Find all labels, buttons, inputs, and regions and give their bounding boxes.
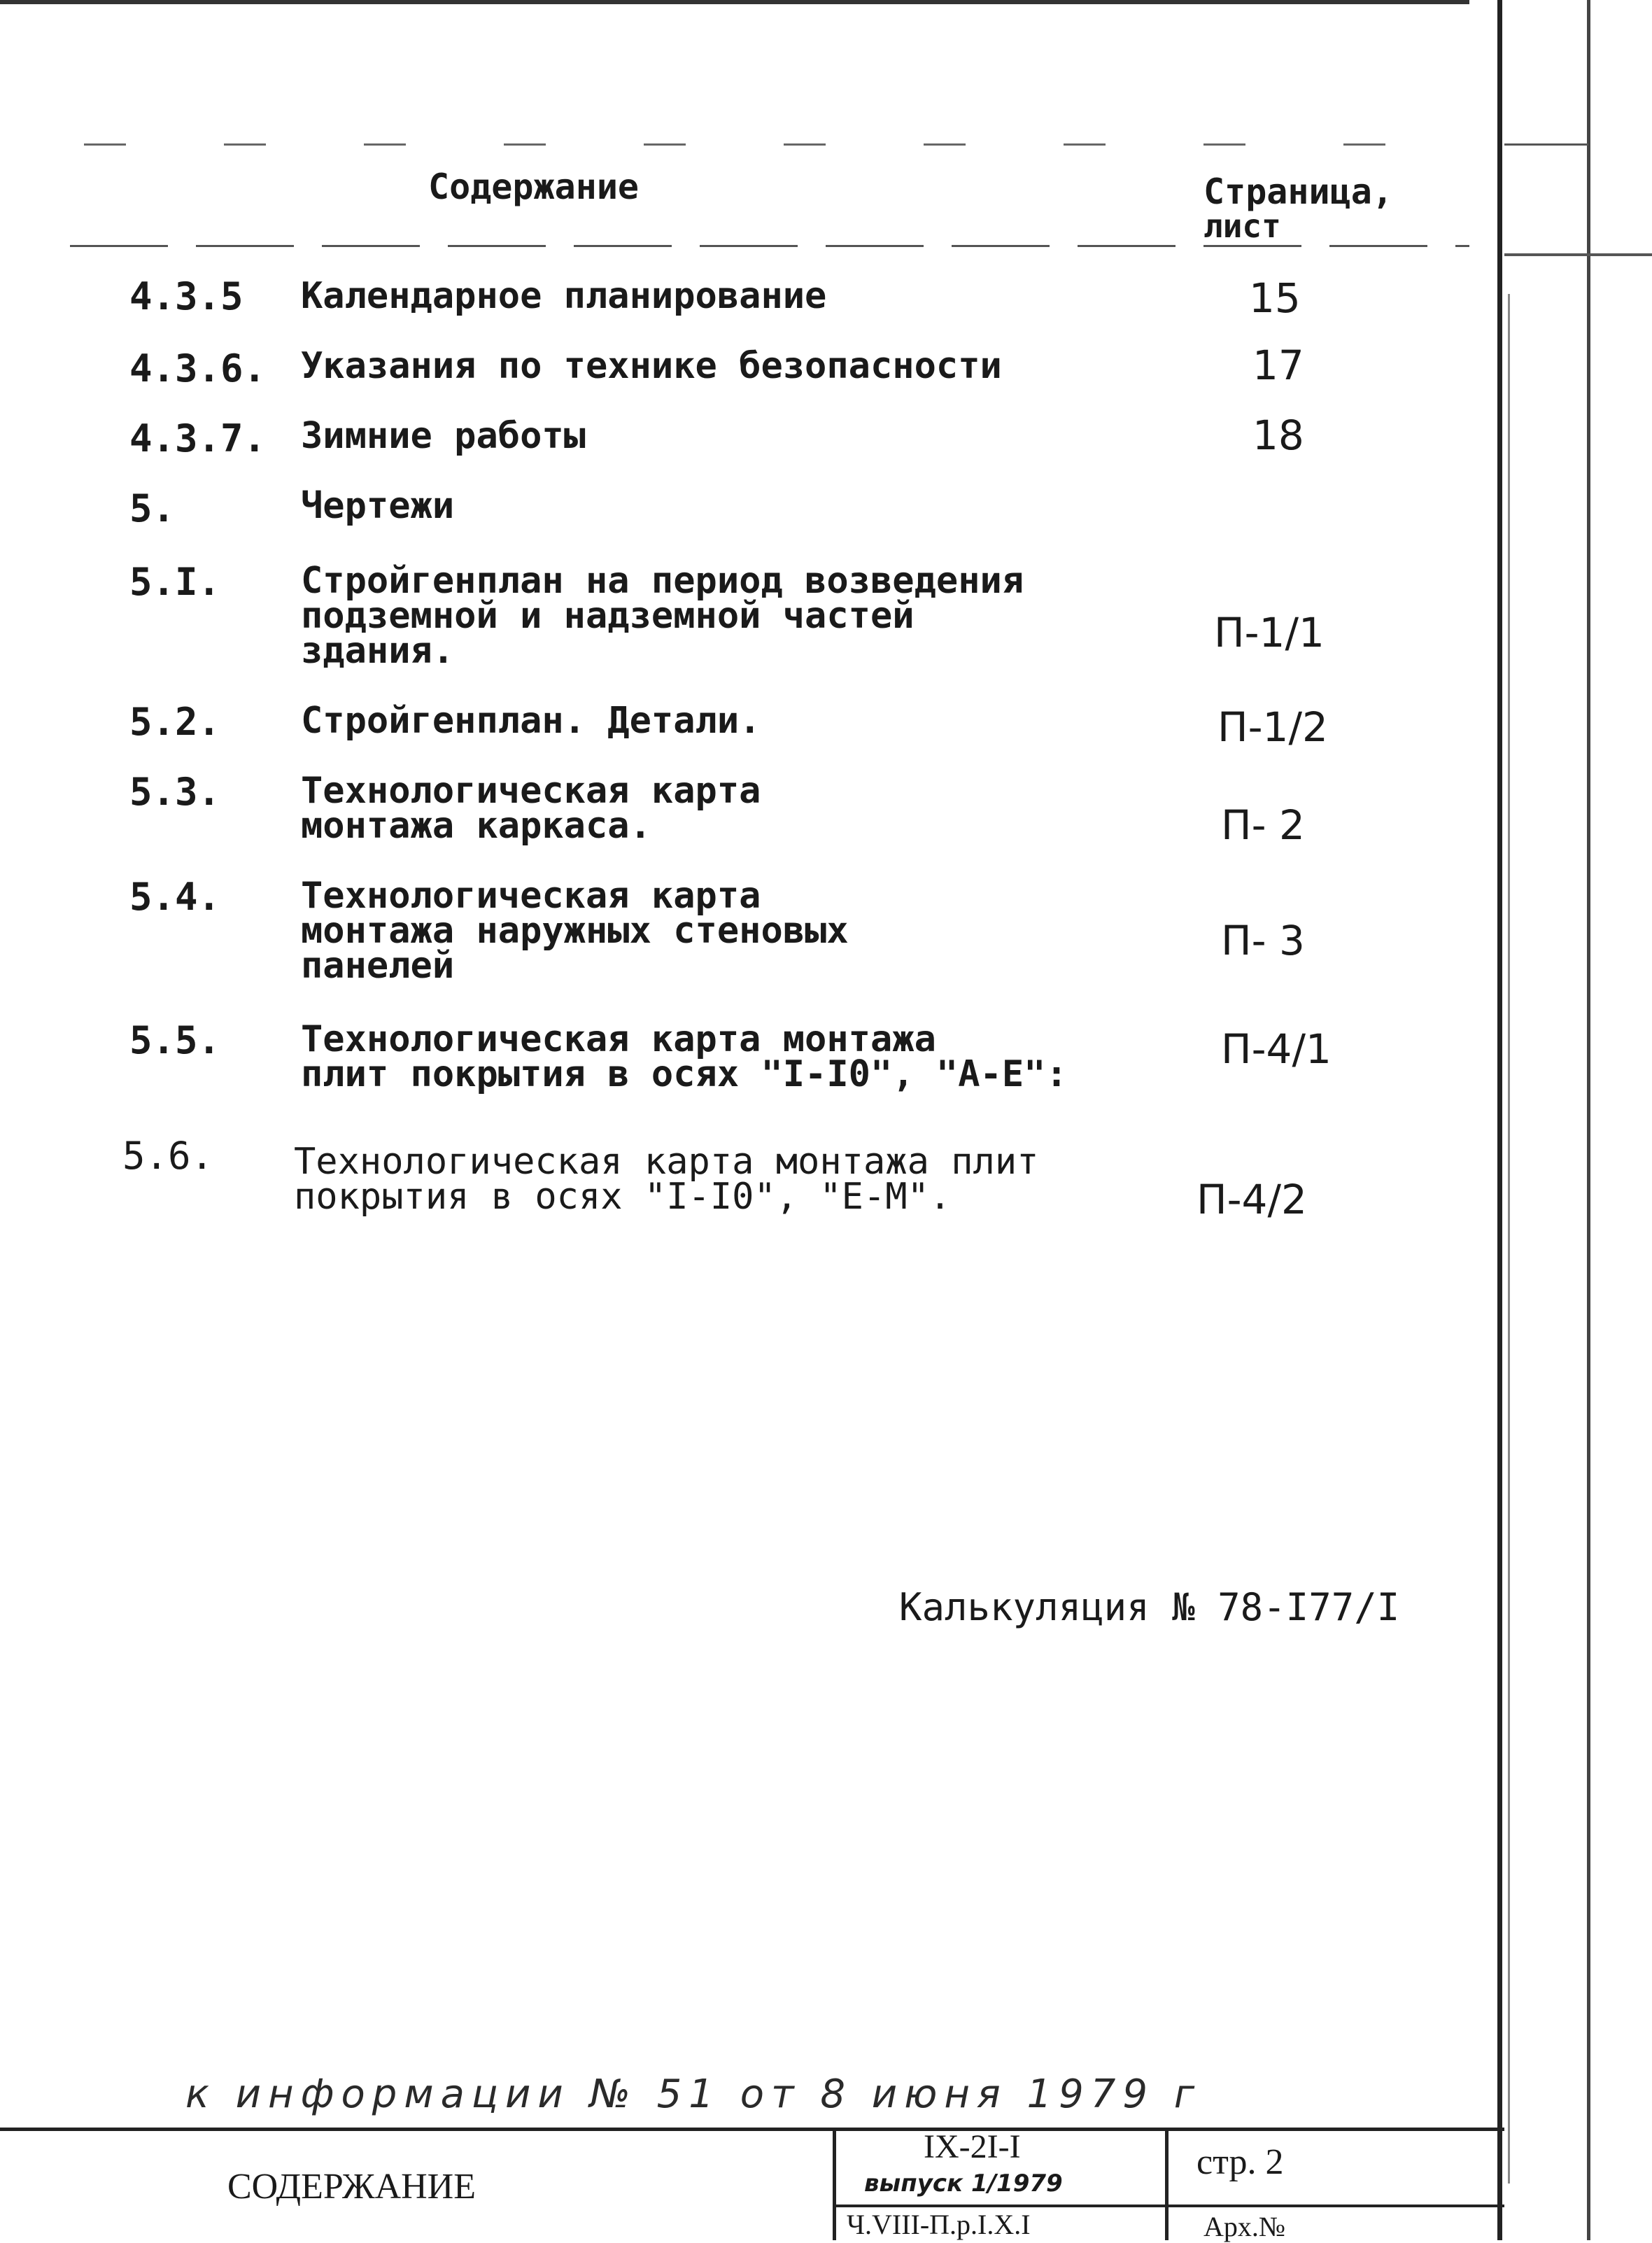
right-tick-1: [1504, 143, 1588, 146]
inner-right-line: [1508, 294, 1510, 2184]
calculation-reference: Калькуляция № 78-I77/I: [899, 1585, 1400, 1629]
top-edge-line: [0, 0, 1469, 4]
entry-number: 5.: [129, 486, 176, 530]
entry-number: 5.6.: [122, 1134, 214, 1178]
entry-title: Указания по технике безопасности: [301, 345, 1002, 387]
entry-number: 5.2.: [129, 700, 221, 744]
right-tick-2: [1504, 253, 1652, 256]
entry-number: 5.4.: [129, 875, 221, 919]
handwritten-note: к информации № 51 от 8 июня 1979 г: [185, 2072, 1202, 2117]
entry-title: Стройгенплан. Детали.: [301, 700, 761, 742]
entry-number: 5.5.: [129, 1018, 221, 1062]
entry-page: 18: [1252, 412, 1304, 459]
contents-heading: Содержание: [428, 167, 640, 207]
entry-title: Календарное планирование: [301, 275, 827, 317]
entry-page: П- 3: [1221, 917, 1305, 964]
title-block-top-line: [0, 2128, 1504, 2131]
header-rule-bottom: [70, 245, 1469, 247]
entry-title: Технологическая карта монтажа каркаса.: [301, 770, 761, 847]
entry-title: Технологическая карта монтажа плит покрытия в осях "I-I0", "Е-М".: [294, 1141, 1039, 1218]
entry-page: П-1/2: [1217, 703, 1328, 751]
entry-title: Технологическая карта монтажа наружных стеновых панелей: [301, 875, 849, 987]
entry-number: 5.I.: [129, 560, 221, 604]
entry-title: Технологическая карта монтажа плит покрытия в осях "I-I0", "А-Е":: [301, 1018, 1068, 1095]
stamp-part: Ч.VIII-П.р.I.X.I: [847, 2209, 1031, 2240]
entry-number: 4.3.5: [129, 274, 243, 318]
entry-page: П-4/1: [1221, 1025, 1332, 1073]
entry-title: Чертежи: [301, 485, 455, 527]
entry-page: П- 2: [1221, 801, 1305, 849]
stamp-archive: Арх.№: [1203, 2211, 1286, 2242]
entry-number: 4.3.7.: [129, 416, 267, 460]
title-block-divider-2: [1165, 2128, 1169, 2240]
page-column-heading: Страница,: [1203, 171, 1393, 212]
stamp-title: СОДЕРЖАНИЕ: [227, 2167, 476, 2207]
entry-title: Стройгенплан на период возведения подземной и надземной частей здания.: [301, 560, 1024, 672]
entry-page: 15: [1249, 274, 1301, 322]
entry-page: П-4/2: [1196, 1176, 1307, 1223]
stamp-issue: выпуск 1/1979: [864, 2170, 1063, 2198]
entry-number: 4.3.6.: [129, 346, 267, 391]
entry-page: 17: [1252, 342, 1304, 389]
entry-page: П-1/1: [1214, 609, 1325, 656]
outer-right-line: [1587, 0, 1590, 2240]
right-frame-line: [1497, 0, 1502, 2240]
stamp-page: стр. 2: [1196, 2142, 1284, 2182]
stamp-code: IX-2I-I: [924, 2128, 1021, 2165]
entry-title: Зимние работы: [301, 415, 586, 457]
page-column-heading-2: лист: [1203, 207, 1281, 245]
entry-number: 5.3.: [129, 770, 221, 814]
header-rule-top: [84, 143, 1469, 146]
title-block-mid-line: [833, 2205, 1504, 2207]
title-block-divider-1: [833, 2128, 836, 2240]
